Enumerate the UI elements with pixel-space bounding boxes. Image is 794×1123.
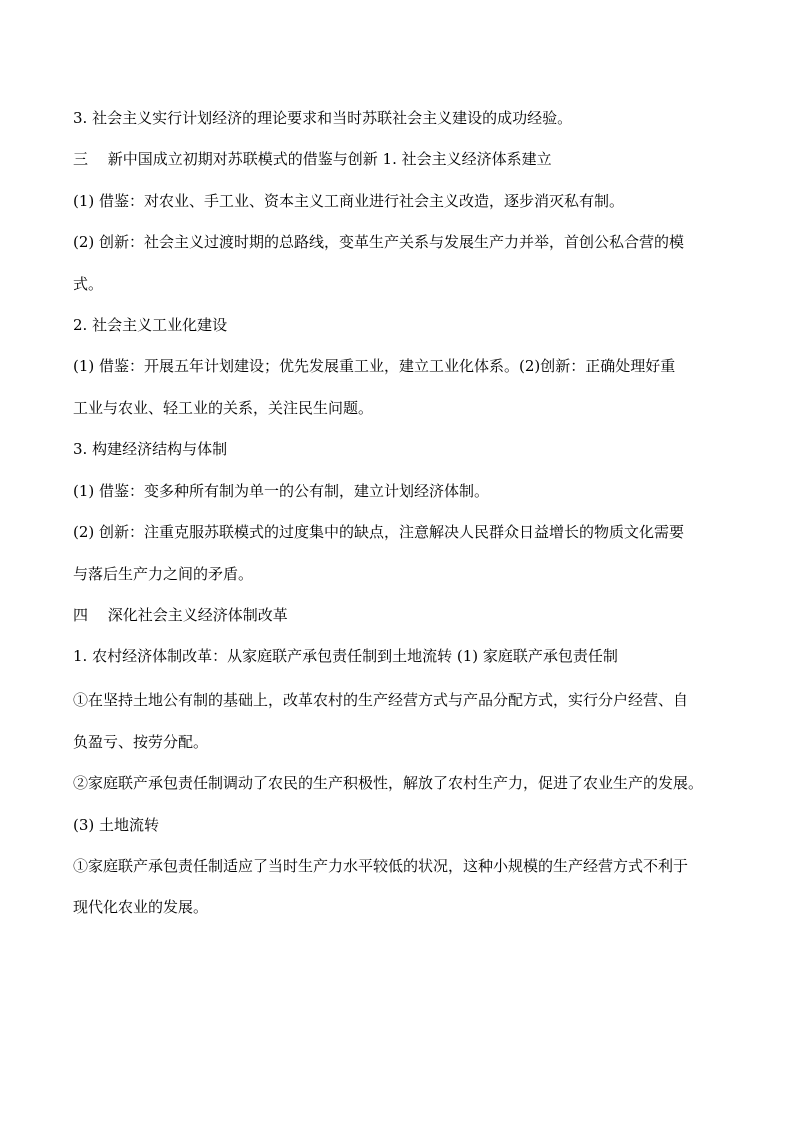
- text-line: (2) 创新：注重克服苏联模式的过度集中的缺点，注意解决人民群众日益增长的物质文化需要: [73, 523, 685, 541]
- text-line: ①家庭联产承包责任制适应了当时生产力水平较低的状况，这种小规模的生产经营方式不利于: [73, 857, 689, 875]
- text-line: (2) 创新：社会主义过渡时期的总路线，变革生产关系与发展生产力并举，首创公私合营的模: [73, 233, 685, 251]
- text-line: (1) 借鉴：对农业、手工业、资本主义工商业进行社会主义改造，逐步消灭私有制。: [73, 192, 625, 210]
- text-line: ②家庭联产承包责任制调动了农民的生产积极性，解放了农村生产力，促进了农业生产的发展。: [73, 774, 704, 792]
- text-line: 工业与农业、轻工业的关系，关注民生问题。: [73, 399, 374, 417]
- section-heading: 四 深化社会主义经济体制改革: [73, 606, 288, 624]
- text-line: 1. 农村经济体制改革：从家庭联产承包责任制到土地流转 (1) 家庭联产承包责任制: [73, 647, 618, 665]
- text-line: (1) 借鉴：变多种所有制为单一的公有制，建立计划经济体制。: [73, 482, 490, 500]
- subsection-heading: (3) 土地流转: [73, 816, 160, 834]
- text-line: ①在坚持土地公有制的基础上，改革农村的生产经营方式与产品分配方式，实行分户经营、自: [73, 691, 689, 709]
- text-line: 3. 社会主义实行计划经济的理论要求和当时苏联社会主义建设的成功经验。: [73, 109, 573, 127]
- text-line: 与落后生产力之间的矛盾。: [73, 565, 254, 583]
- text-line: (1) 借鉴：开展五年计划建设；优先发展重工业，建立工业化体系。(2)创新：正确处理好重: [73, 357, 676, 375]
- subsection-heading: 2. 社会主义工业化建设: [73, 316, 228, 334]
- subsection-heading: 3. 构建经济结构与体制: [73, 440, 228, 458]
- text-line: 现代化农业的发展。: [73, 898, 209, 916]
- section-heading: 三 新中国成立初期对苏联模式的借鉴与创新 1. 社会主义经济体系建立: [73, 150, 552, 168]
- text-line: 式。: [73, 275, 104, 293]
- text-line: 负盈亏、按劳分配。: [73, 733, 209, 751]
